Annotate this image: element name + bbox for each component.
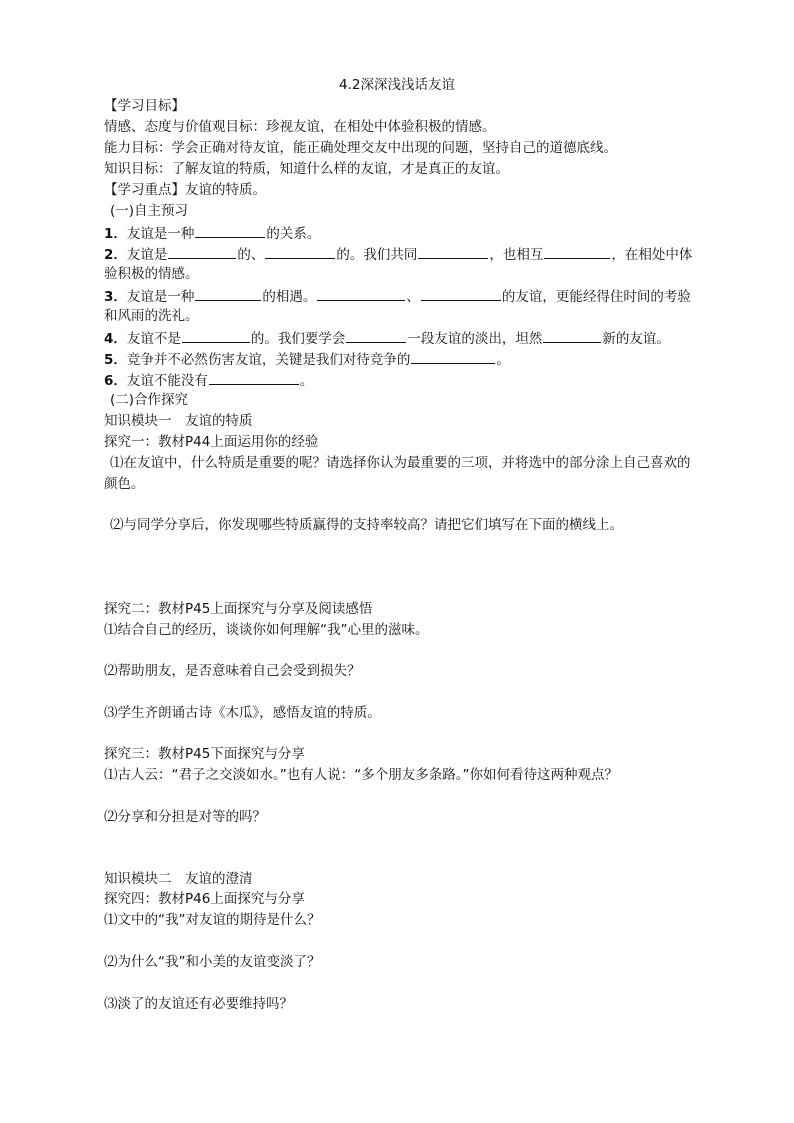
question-number: 2． <box>104 247 127 263</box>
explore-1-question-1: ⑴在友谊中，什么特质是重要的呢？请选择你认为最重要的三项，并将选中的部分涂上自己喜欢的 <box>110 455 691 471</box>
fill-blank[interactable] <box>543 329 601 343</box>
question-number: 5． <box>104 352 127 368</box>
question-6: 6．友谊不能没有 。 <box>104 373 314 389</box>
page-title: 4.2深深浅浅话友谊 <box>339 77 455 93</box>
goal-knowledge: 知识目标：了解友谊的特质，知道什么样的友谊，才是真正的友谊。 <box>104 161 509 177</box>
explore-2-question-2: ⑵帮助朋友，是否意味着自己会受到损失？ <box>104 663 361 679</box>
question-number: 6． <box>104 373 127 389</box>
goal-ability: 能力目标：学会正确对待友谊，能正确处理交友中出现的问题，坚持自己的道德底线。 <box>104 140 617 156</box>
goal-emotion: 情感、态度与价值观目标：珍视友谊，在相处中体验积极的情感。 <box>104 119 496 135</box>
fill-blank[interactable] <box>421 287 501 301</box>
explore-4-heading: 探究四：教材P46上面探究与分享 <box>104 891 305 907</box>
fill-blank[interactable] <box>195 287 261 301</box>
explore-1-question-1-continued: 颜色。 <box>104 476 145 492</box>
explore-4-question-2: ⑵为什么“我”和小美的友谊变淡了？ <box>104 954 321 970</box>
explore-1-heading: 探究一：教材P44上面运用你的经验 <box>104 434 319 450</box>
question-number: 4． <box>104 331 127 347</box>
fill-blank[interactable] <box>411 350 495 364</box>
section-self-study: (一)自主预习 <box>110 203 189 219</box>
question-3: 3．友谊是一种 的相遇。 、 的友谊，更能经得住时间的考验 <box>104 289 691 305</box>
fill-blank[interactable] <box>317 287 405 301</box>
explore-4-question-3: ⑶淡了的友谊还有必要维持吗？ <box>104 996 293 1012</box>
fill-blank[interactable] <box>182 329 250 343</box>
explore-3-question-1: ⑴古人云：“君子之交淡如水。”也有人说：“多个朋友多条路。”你如何看待这两种观点？ <box>104 767 618 783</box>
fill-blank[interactable] <box>418 245 488 259</box>
fill-blank[interactable] <box>195 224 265 238</box>
fill-blank[interactable] <box>346 329 406 343</box>
fill-blank[interactable] <box>265 245 335 259</box>
question-number: 1． <box>104 226 127 242</box>
question-1: 1．友谊是一种 的关系。 <box>104 226 321 242</box>
question-2-continued: 验积极的情感。 <box>104 266 199 282</box>
section-cooperative: (二)合作探究 <box>110 392 189 408</box>
question-2: 2．友谊是 的、 的。我们共同 ，也相互 ，在相处中体 <box>104 247 693 263</box>
question-4: 4．友谊不是 的。我们要学会 一段友谊的淡出，坦然 新的友谊。 <box>104 331 670 347</box>
explore-1-question-2: ⑵与同学分享后，你发现哪些特质赢得的支持率较高？请把它们填写在下面的横线上。 <box>110 517 623 533</box>
explore-3-question-2: ⑵分享和分担是对等的吗？ <box>104 809 266 825</box>
module-2-heading: 知识模块二 友谊的澄清 <box>104 871 253 887</box>
explore-2-heading: 探究二：教材P45上面探究与分享及阅读感悟 <box>104 601 373 617</box>
module-1-heading: 知识模块一 友谊的特质 <box>104 413 253 429</box>
explore-3-heading: 探究三：教材P45下面探究与分享 <box>104 746 305 762</box>
explore-2-question-3: ⑶学生齐朗诵古诗《木瓜》，感悟友谊的特质。 <box>104 705 381 721</box>
fill-blank[interactable] <box>168 245 236 259</box>
question-number: 3． <box>104 289 127 305</box>
explore-4-question-1: ⑴文中的“我”对友谊的期待是什么？ <box>104 912 321 928</box>
goals-heading: 【学习目标】 <box>104 98 185 114</box>
fill-blank[interactable] <box>544 245 610 259</box>
explore-2-question-1: ⑴结合自己的经历，谈谈你如何理解“我”心里的滋味。 <box>104 622 429 638</box>
fill-blank[interactable] <box>209 371 299 385</box>
question-5: 5．竞争并不必然伤害友谊，关键是我们对待竞争的 。 <box>104 352 510 368</box>
key-point: 【学习重点】友谊的特质。 <box>104 182 266 198</box>
question-3-continued: 和风雨的洗礼。 <box>104 308 199 324</box>
